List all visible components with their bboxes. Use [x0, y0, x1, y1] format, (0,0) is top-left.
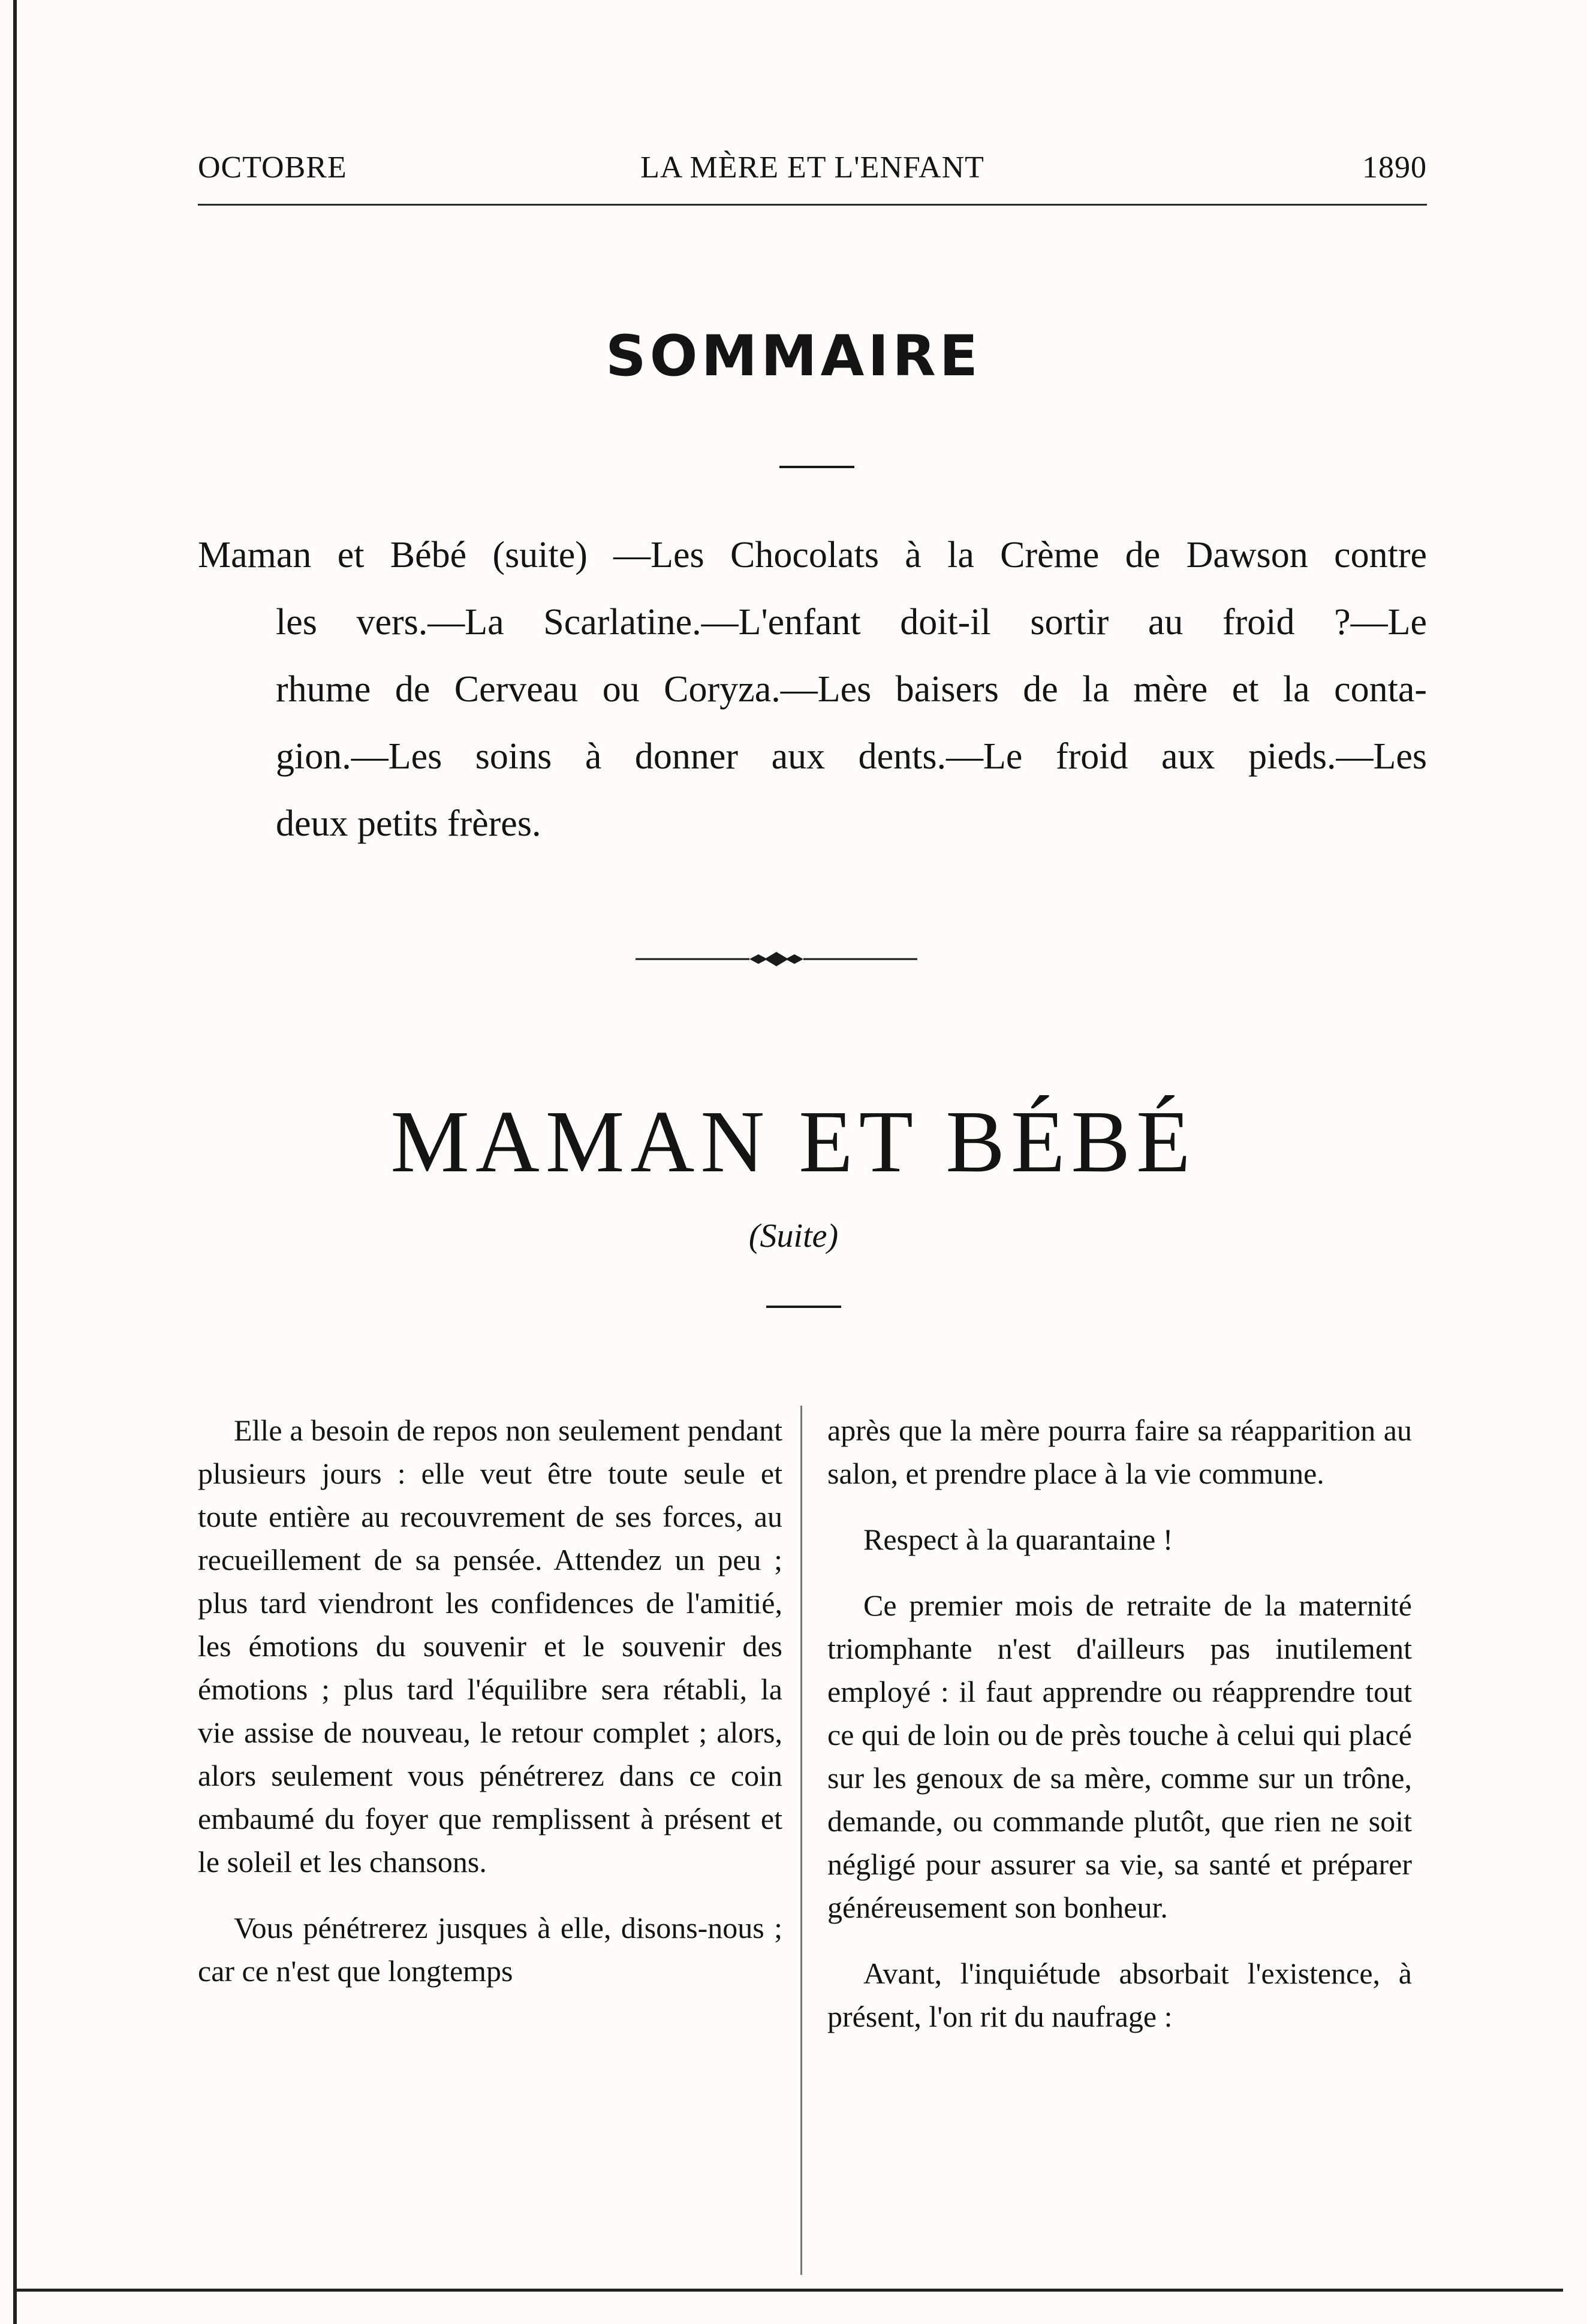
sommaire-line: gion.—Les soins à donner aux dents.—Le froid aux pieds.—Les: [276, 736, 1427, 777]
header-journal-title: LA MÈRE ET L'ENFANT: [640, 150, 984, 185]
paragraph: Respect à la quarantaine !: [863, 1523, 1173, 1556]
sommaire-line: deux petits frères.: [276, 803, 541, 844]
sommaire-line: les vers.—La Scarlatine.—L'enfant doit-il sortir au froid ?—Le: [276, 602, 1427, 643]
header-month: OCTOBRE: [198, 150, 347, 185]
section-ornament: [636, 947, 917, 971]
article-title: MAMAN ET BÉBÉ: [390, 1093, 1197, 1191]
sommaire-line: rhume de Cerveau ou Coryza.—Les baisers de la mère et la conta-: [276, 669, 1427, 710]
paragraph: Ce premier mois de retraite de la maternité triomphante n'est d'ailleurs pas inutilement employé : il faut apprendre ou réapprendre tout ce qui de loin ou de près touche à celui qui placé sur les genoux de sa mère, comme sur un trône, demande, ou commande plutôt, que rien ne soit négligé pour assurer sa vie, sa santé et préparer généreusement son bonheur.: [827, 1588, 1412, 1924]
column-divider: [800, 1406, 802, 2275]
header-rule: [198, 204, 1427, 206]
page-bottom-edge: [13, 2289, 1563, 2292]
header-year: 1890: [1362, 150, 1427, 185]
paragraph: Vous pénétrerez jusques à elle, disons-nous ; car ce n'est que longtemps: [198, 1911, 782, 1988]
sommaire-text: [198, 522, 1427, 857]
article-column-right: [827, 1409, 1412, 2061]
paragraph: après que la mère pourra faire sa réapparition au salon, et prendre place à la vie commune.: [827, 1413, 1412, 1490]
paragraph: Avant, l'inquiétude absorbait l'existence, à présent, l'on rit du naufrage :: [827, 1957, 1412, 2033]
paragraph: Elle a besoin de repos non seulement pendant plusieurs jours : elle veut être toute seule et toute entière au recouvrement de ses forces, au recueillement de sa pensée. Attendez un peu ; plus tard viendront les confidences de l'amitié, les émotions du souvenir et le souvenir des émotions ; plus tard l'équilibre sera rétabli, la vie assise de nouveau, le retour complet ; alors, alors seulement vous pénétrerez dans ce coin embaumé du foyer que remplissent à présent et le soleil et les chansons.: [198, 1413, 782, 1879]
article-column-left: [198, 1409, 782, 2015]
article-rule: [766, 1306, 841, 1308]
article-subtitle: (Suite): [748, 1217, 839, 1255]
sommaire-title: SOMMAIRE: [605, 324, 981, 389]
running-header: [198, 150, 1427, 198]
sommaire-rule: [779, 466, 854, 468]
sommaire-line: Maman et Bébé (suite) —Les Chocolats à la Crème de Dawson contre: [198, 535, 1427, 575]
